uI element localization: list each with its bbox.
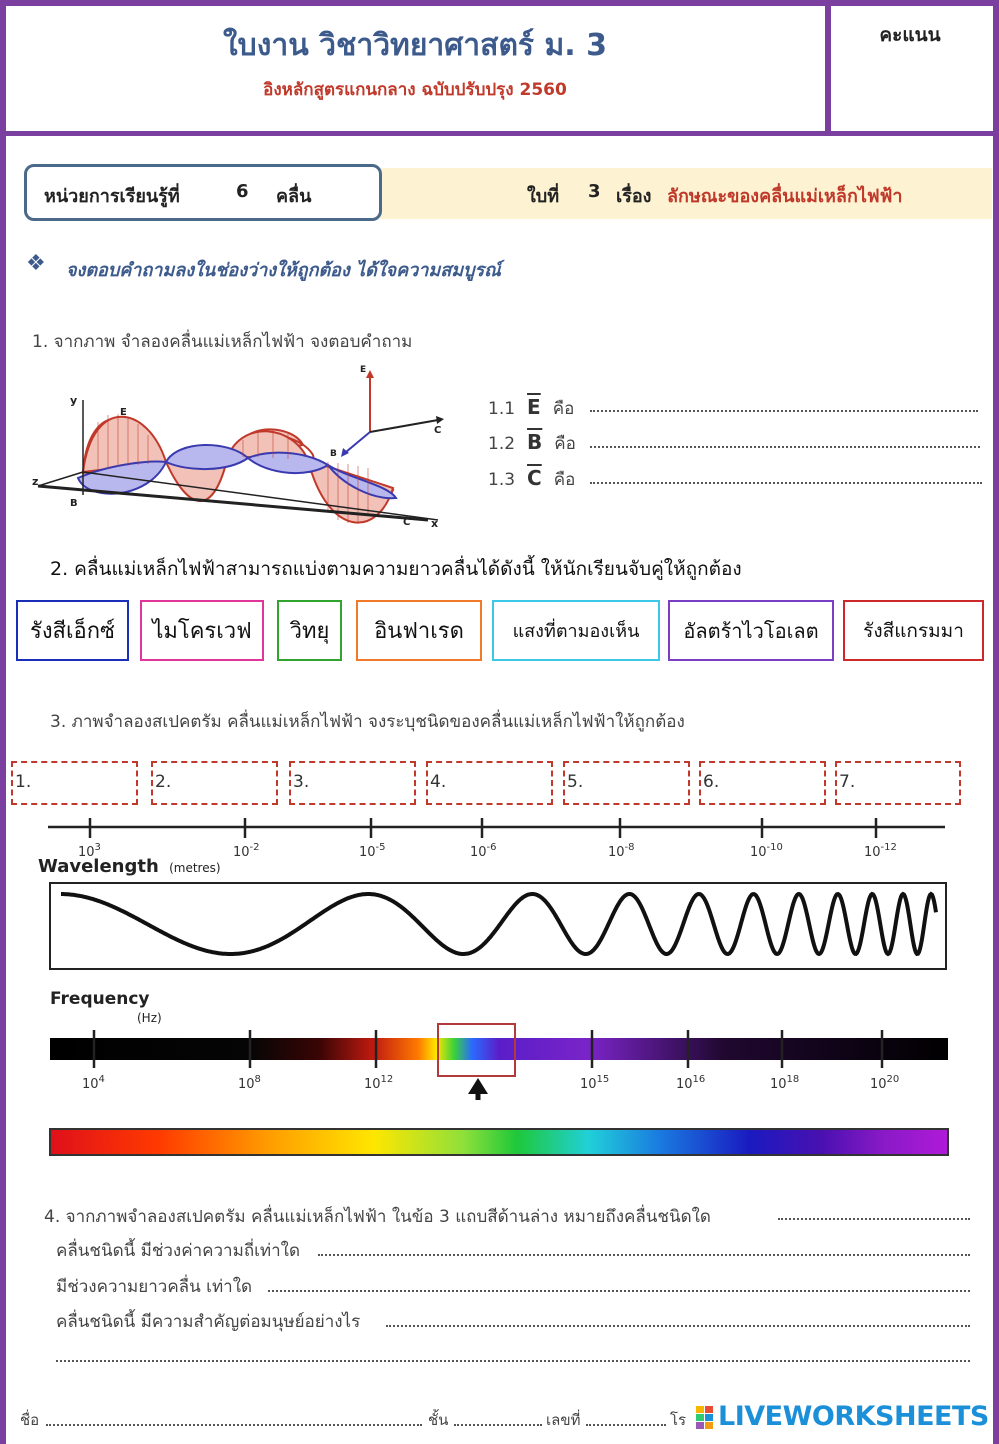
question-4-prompt: 4. จากภาพจำลองสเปคตรัม คลื่นแม่เหล็กไฟฟ้า ในข้อ 3 แถบสีด้านล่าง หมายถึงคลื่นชนิดใด	[44, 1207, 711, 1227]
q1-item-number: 1.1	[488, 399, 516, 419]
answer-slot-2[interactable]: 2.	[151, 761, 278, 805]
frequency-tick-label: $10^{16}$	[676, 1074, 706, 1092]
school-label: โร	[670, 1411, 687, 1429]
answer-slot-6[interactable]: 6.	[699, 761, 826, 805]
question-1-prompt: 1. จากภาพ จำลองคลื่นแม่เหล็กไฟฟ้า จงตอบคำถาม	[32, 332, 413, 352]
question-2-prompt: 2. คลื่นแม่เหล็กไฟฟ้าสามารถแบ่งตามความยาวคลื่นได้ดังนี้ ให้นักเรียนจับคู่ให้ถูกต้อง	[50, 558, 742, 580]
q1-item-number: 1.3	[488, 470, 516, 490]
q1-answer-line-1[interactable]	[590, 410, 978, 412]
e-vector-label: E	[120, 407, 127, 418]
card-visible-light[interactable]	[492, 600, 660, 661]
b-vector-arrow	[346, 432, 370, 452]
svg-text:C: C	[434, 425, 442, 436]
sheet-number: 3	[588, 181, 601, 202]
q4-importance-prompt: คลื่นชนิดนี้ มีความสำคัญต่อมนุษย์อย่างไร	[56, 1312, 361, 1332]
unit-number: 6	[236, 181, 249, 202]
wavelength-tick-label: $10^{-6}$	[470, 842, 497, 860]
q4-answer-line-5[interactable]	[56, 1360, 970, 1362]
answer-slot-4[interactable]: 4.	[426, 761, 553, 805]
q1-item-3	[488, 466, 575, 493]
waveform-box	[49, 882, 947, 970]
q1-item-label: คือ	[552, 399, 575, 419]
answer-slot-3[interactable]: 3.	[289, 761, 416, 805]
frequency-spectrum-bar	[40, 1020, 960, 1100]
wavelength-tick-label: $10^{-8}$	[608, 842, 635, 860]
class-field[interactable]	[454, 1424, 542, 1426]
b-vector-label: B	[70, 498, 78, 509]
wavelength-tick-label: $10^{-12}$	[864, 842, 897, 860]
worksheet-title: ใบงาน วิชาวิทยาศาสตร์ ม. 3	[223, 28, 607, 63]
frequency-tick-label: $10^4$	[82, 1074, 105, 1092]
visible-spectrum-bar	[49, 1128, 949, 1156]
frequency-unit: (Hz)	[137, 1011, 162, 1025]
instruction-text: จงตอบคำถามลงในช่องว่างให้ถูกต้อง ได้ใจความสมบูรณ์	[66, 260, 501, 281]
wavelength-title-text: Wavelength	[38, 856, 159, 877]
wavelength-tick-label: $10^3$	[78, 842, 101, 860]
q1-answer-line-3[interactable]	[590, 482, 982, 484]
number-field[interactable]	[586, 1424, 666, 1426]
c-vector-arrow	[370, 420, 438, 432]
card-label: วิทยุ	[289, 619, 330, 644]
card-radio[interactable]	[277, 600, 342, 661]
answer-slot-1[interactable]: 1.	[11, 761, 138, 805]
frequency-title: Frequency	[50, 989, 150, 1009]
waveform-chirp	[51, 884, 944, 967]
wavelength-unit: (metres)	[169, 861, 221, 875]
y-axis-label: y	[70, 394, 78, 407]
q1-item-label: คือ	[553, 470, 576, 490]
sheet-label: ใบที่	[527, 186, 560, 207]
q4-answer-line-2[interactable]	[318, 1254, 970, 1256]
card-x-ray[interactable]	[16, 600, 129, 661]
z-axis-label: z	[32, 475, 39, 488]
answer-slot-7[interactable]: 7.	[835, 761, 961, 805]
q4-frequency-prompt: คลื่นชนิดนี้ มีช่วงค่าความถี่เท่าใด	[56, 1241, 301, 1261]
q4-answer-line-1[interactable]	[778, 1218, 970, 1220]
q4-wavelength-prompt: มีช่วงความยาวคลื่น เท่าใด	[56, 1277, 253, 1297]
liveworksheets-watermark: LIVEWORKSHEETS	[718, 1401, 989, 1432]
z-axis	[38, 472, 83, 486]
vector-b-symbol: $\overline{B}$	[527, 430, 543, 454]
page-border-right	[993, 136, 999, 1444]
number-label: เลขที่	[546, 1411, 581, 1429]
q4-answer-line-4[interactable]	[386, 1325, 970, 1327]
card-infrared[interactable]	[356, 600, 482, 661]
card-label: แสงที่ตามองเห็น	[512, 621, 640, 642]
q4-answer-line-3[interactable]	[268, 1290, 970, 1292]
question-3-prompt: 3. ภาพจำลองสเปคตรัม คลื่นแม่เหล็กไฟฟ้า จงระบุชนิดของคลื่นแม่เหล็กไฟฟ้าให้ถูกต้อง	[50, 712, 685, 732]
worksheet-subtitle: อิงหลักสูตรแกนกลาง ฉบับปรับปรุง 2560	[263, 80, 567, 100]
vector-c-symbol: $\overline{C}$	[527, 466, 542, 490]
unit-label: หน่วยการเรียนรู้ที่	[44, 186, 180, 207]
vector-e-symbol: $\overline{E}$	[527, 395, 541, 419]
wavelength-tick-label: $10^{-2}$	[233, 842, 260, 860]
frequency-tick-label: $10^{18}$	[770, 1074, 800, 1092]
wavelength-title	[38, 856, 221, 877]
answer-slot-5[interactable]: 5.	[563, 761, 690, 805]
class-label: ชั้น	[428, 1411, 449, 1429]
unit-topic: คลื่น	[276, 186, 312, 207]
name-label: ชื่อ	[20, 1411, 40, 1429]
svg-text:B: B	[330, 449, 337, 459]
card-microwave[interactable]	[140, 600, 264, 661]
score-label: คะแนน	[879, 24, 941, 46]
wavelength-tick-label: $10^{-10}$	[750, 842, 783, 860]
card-ultraviolet[interactable]	[668, 600, 834, 661]
diamond-bullet-icon: ❖	[26, 251, 46, 276]
x-axis-label: x	[431, 517, 439, 530]
name-field[interactable]	[46, 1424, 422, 1426]
page-border-left	[0, 136, 6, 1444]
frequency-tick-label: $10^{20}$	[870, 1074, 900, 1092]
q1-answer-line-2[interactable]	[590, 446, 980, 448]
wavelength-tick-label: $10^{-5}$	[359, 842, 386, 860]
q1-item-1	[488, 395, 574, 422]
frequency-tick-label: $10^8$	[238, 1074, 261, 1092]
subject-title: ลักษณะของคลื่นแม่เหล็กไฟฟ้า	[667, 186, 903, 207]
c-vector-label: C	[403, 517, 411, 528]
card-label: อัลตร้าไวโอเลต	[683, 618, 819, 643]
card-label: รังสีเอ็กซ์	[30, 619, 115, 644]
card-label: ไมโครเวฟ	[152, 619, 252, 644]
card-gamma-ray[interactable]	[843, 600, 984, 661]
q1-item-number: 1.2	[488, 434, 516, 454]
q1-item-label: คือ	[554, 434, 576, 454]
subject-label: เรื่อง	[616, 186, 652, 207]
q1-item-2	[488, 430, 576, 457]
card-label: อินฟาเรด	[374, 619, 464, 644]
card-label: รังสีแกรมมา	[863, 619, 964, 642]
svg-text:E: E	[360, 365, 367, 375]
em-wave-diagram	[28, 360, 458, 535]
frequency-tick-label: $10^{12}$	[364, 1074, 394, 1092]
frequency-tick-label: $10^{15}$	[580, 1074, 610, 1092]
